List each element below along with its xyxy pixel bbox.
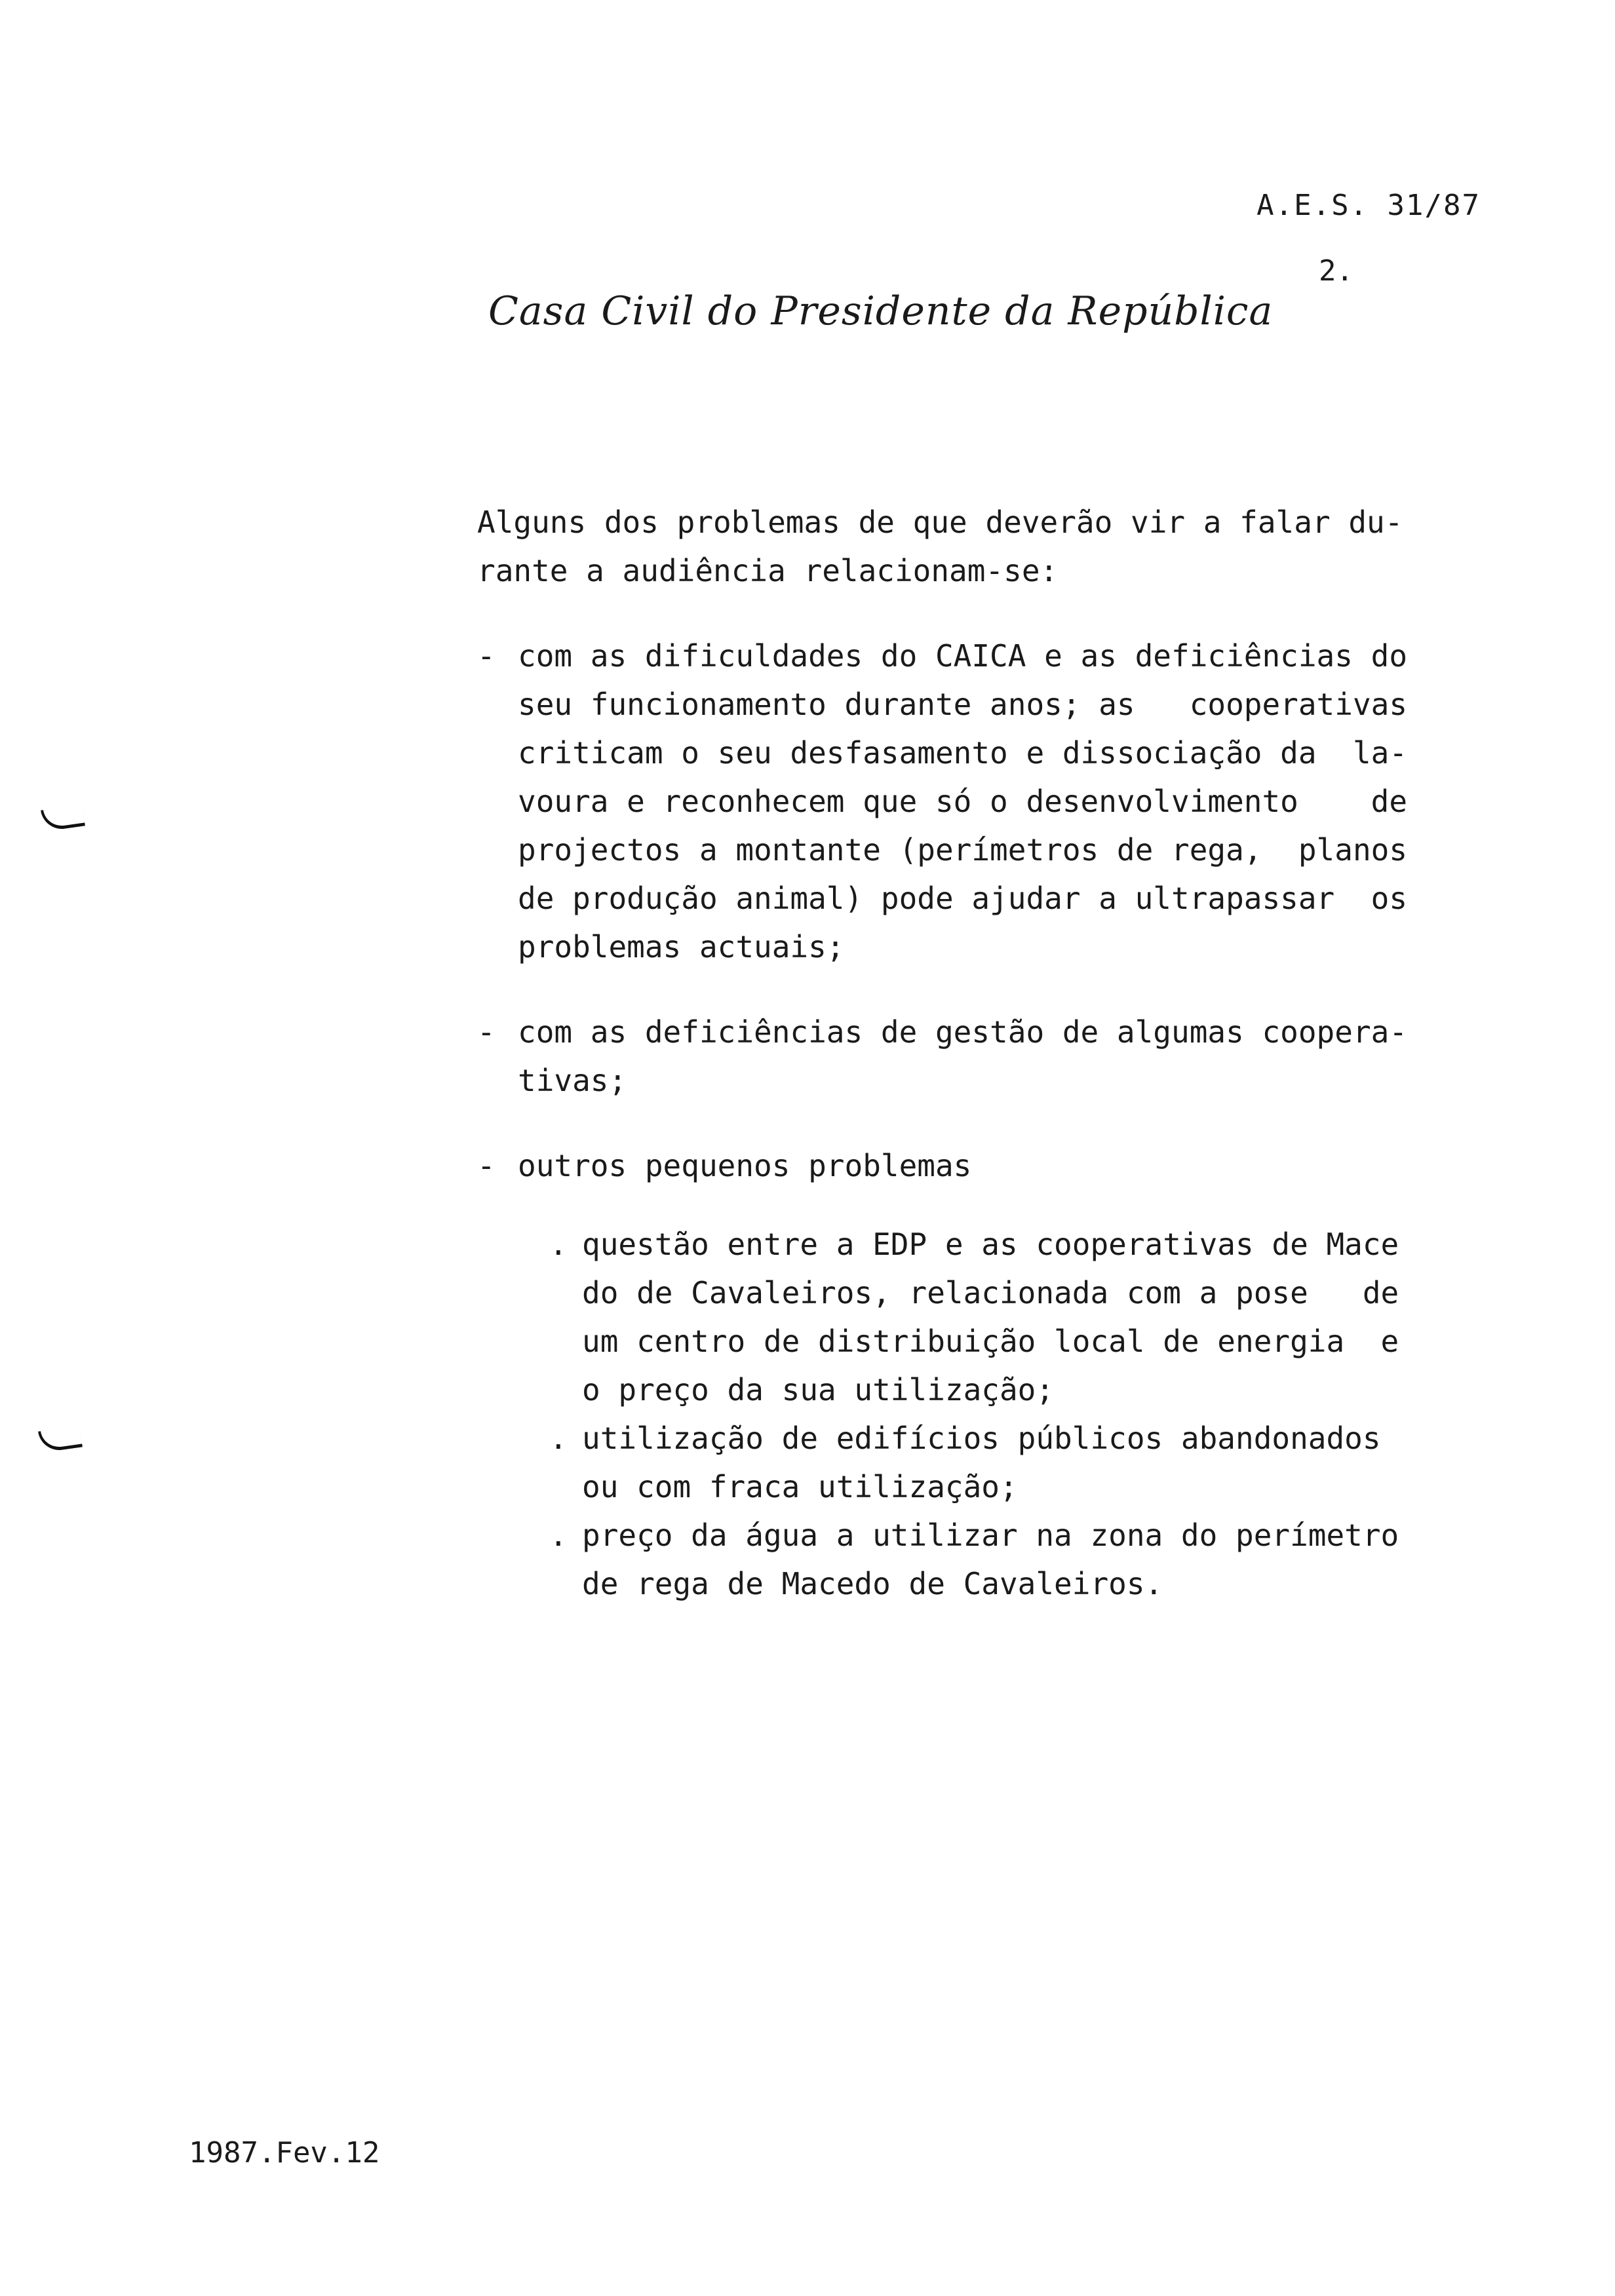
dash-marker: -	[477, 1148, 496, 1183]
reference-number: A.E.S. 31/87	[1256, 189, 1481, 222]
binder-mark-icon	[38, 1426, 83, 1453]
item-line: projectos a montante (perímetros de rega, planos	[518, 832, 1408, 868]
item-line: com as dificuldades do CAICA e as deficiências do	[518, 638, 1408, 674]
sub-item-line: questão entre a EDP e as cooperativas de Mace	[582, 1227, 1399, 1262]
dash-marker: -	[477, 1014, 496, 1050]
item-line: com as deficiências de gestão de algumas coopera-	[518, 1014, 1408, 1050]
sub-item-line: ou com fraca utilização;	[582, 1469, 1018, 1504]
item-line: problemas actuais;	[518, 929, 845, 965]
bullet-marker: .	[549, 1421, 568, 1456]
item-line: de produção animal) pode ajudar a ultrapassar os	[518, 881, 1408, 916]
intro-paragraph	[477, 498, 1487, 595]
sub-item-line: do de Cavaleiros, relacionada com a pose de	[582, 1275, 1399, 1311]
item-line: voura e reconhecem que só o desenvolvimento de	[518, 784, 1408, 819]
intro-line: rante a audiência relacionam-se:	[477, 553, 1059, 588]
sub-item-line: preço da água a utilizar na zona do perímetro	[582, 1518, 1399, 1553]
list-item	[477, 1008, 1487, 1105]
page-number: 2.	[1319, 254, 1353, 288]
sub-item-line: utilização de edifícios públicos abandonados	[582, 1421, 1381, 1456]
document-body	[477, 498, 1487, 1608]
bullet-marker: .	[549, 1518, 568, 1553]
binder-mark-icon	[41, 805, 85, 832]
sub-list-item	[549, 1220, 1487, 1414]
letterhead: Casa Civil do Presidente da República	[488, 288, 1274, 334]
sub-list-item	[549, 1414, 1487, 1511]
document-date: 1987.Fev.12	[189, 2136, 380, 2170]
bullet-marker: .	[549, 1227, 568, 1262]
item-line: criticam o seu desfasamento e dissociação da la-	[518, 735, 1408, 771]
sub-item-line: o preço da sua utilização;	[582, 1372, 1055, 1407]
item-line: tivas;	[518, 1063, 627, 1098]
item-line: outros pequenos problemas	[518, 1148, 972, 1183]
sub-item-line: de rega de Macedo de Cavaleiros.	[582, 1566, 1163, 1601]
item-line: seu funcionamento durante anos; as cooperativas	[518, 687, 1408, 722]
dash-marker: -	[477, 638, 496, 674]
sub-item-line: um centro de distribuição local de energia e	[582, 1324, 1399, 1359]
list-item	[477, 1141, 1487, 1190]
sub-list	[549, 1220, 1487, 1608]
list-item	[477, 632, 1487, 971]
intro-line: Alguns dos problemas de que deverão vir a falar du-	[477, 505, 1403, 540]
sub-list-item	[549, 1511, 1487, 1608]
